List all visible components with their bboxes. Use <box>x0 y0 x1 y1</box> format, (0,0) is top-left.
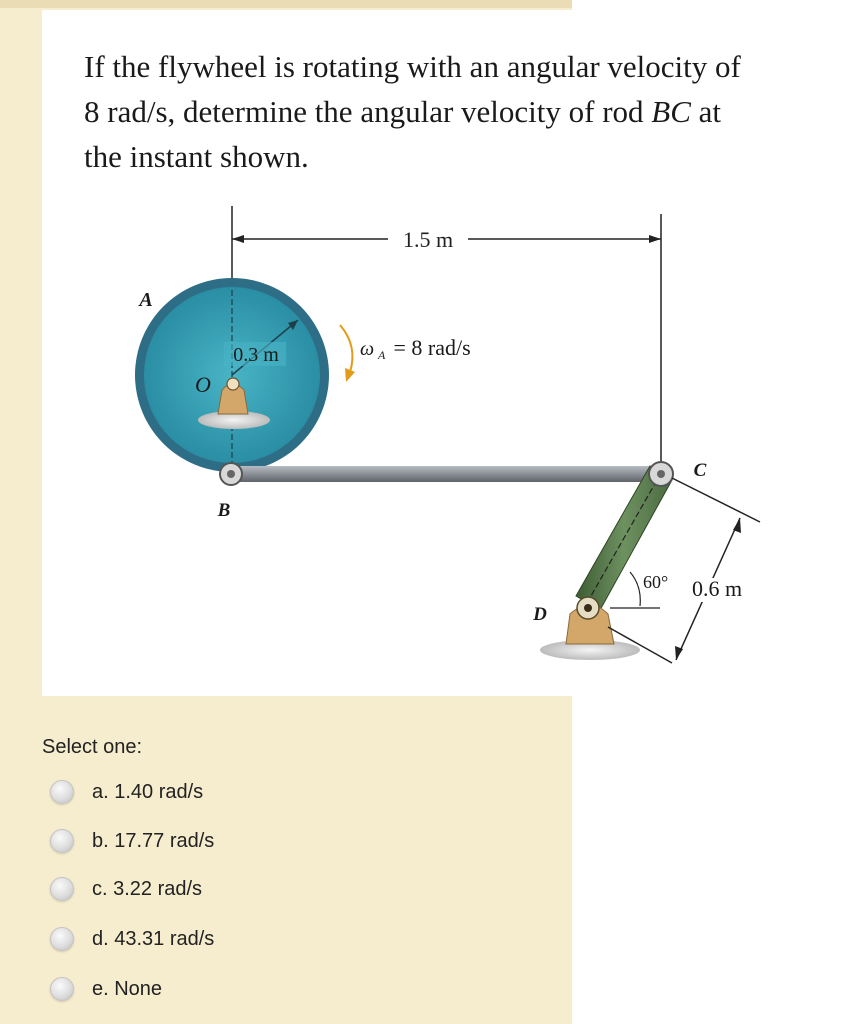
option-d[interactable] <box>50 919 350 959</box>
dimension-1-5m-label: 1.5 m <box>402 227 454 252</box>
option-e-label: e. None <box>92 977 163 1000</box>
point-d-label: D <box>533 604 547 625</box>
angular-velocity-indicator <box>340 325 471 382</box>
radio-option-a[interactable] <box>50 780 74 804</box>
radio-option-c[interactable] <box>50 877 74 901</box>
omega-value: = 8 rad/s <box>388 335 471 360</box>
select-one-label: Select one: <box>42 736 143 758</box>
flywheel <box>135 278 329 472</box>
link-rod <box>230 466 660 482</box>
radio-option-d[interactable] <box>50 927 74 951</box>
radio-option-e[interactable] <box>50 977 74 1001</box>
option-b[interactable] <box>50 821 350 861</box>
omega-symbol: ω <box>360 338 375 360</box>
option-e[interactable] <box>50 969 350 1009</box>
question-line-3: the instant shown. <box>84 139 309 174</box>
option-b-label: b. 17.77 rad/s <box>92 829 215 852</box>
question-line-2-pre: 8 rad/s, determine the angular velocity of rod <box>84 94 652 129</box>
radio-option-b[interactable] <box>50 829 74 853</box>
radius-label: 0.3 m <box>233 344 279 366</box>
pin-o <box>227 378 239 390</box>
point-a-label: A <box>139 289 153 311</box>
option-a-label: a. 1.40 rad/s <box>92 780 204 803</box>
option-c[interactable] <box>50 869 350 909</box>
point-o-label: O <box>195 372 211 397</box>
rod-bc-variable: BC <box>651 94 691 129</box>
rod-cd <box>540 466 672 660</box>
point-c-label: C <box>693 460 707 481</box>
angle-label: 60° <box>643 572 669 592</box>
length-label: 0.6 m <box>691 576 743 601</box>
option-c-label: c. 3.22 rad/s <box>92 877 203 900</box>
option-d-label: d. 43.31 rad/s <box>92 927 215 950</box>
point-b-label: B <box>217 500 231 521</box>
question-line-1: If the flywheel is rotating with an angular velocity of <box>84 49 741 84</box>
option-a[interactable] <box>50 772 350 812</box>
omega-subscript: A <box>378 348 386 362</box>
question-line-2-post: at <box>690 94 722 129</box>
